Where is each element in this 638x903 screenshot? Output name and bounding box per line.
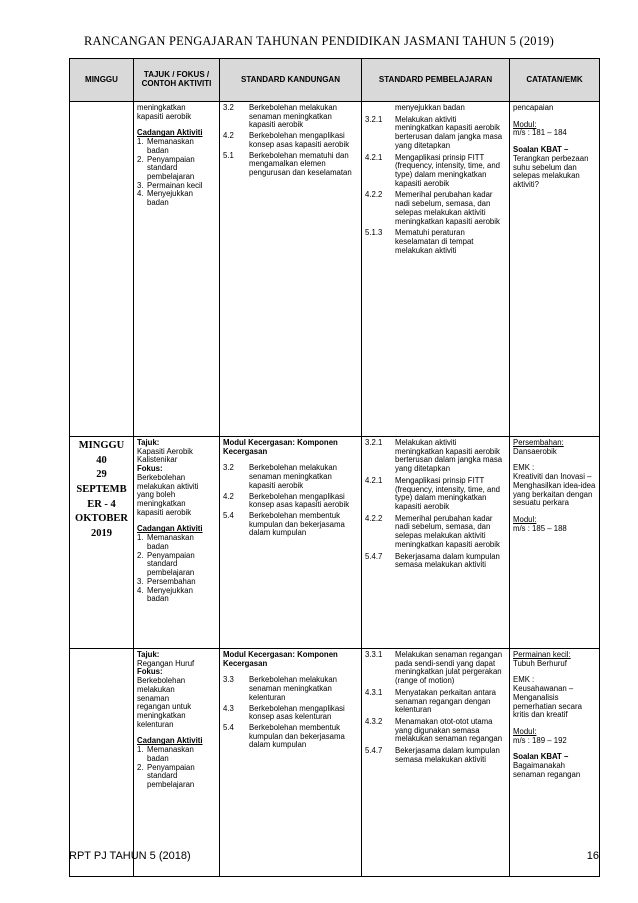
sp-code: 4.2.1 — [365, 152, 383, 162]
catatan-line: Modul: — [513, 119, 537, 129]
tajuk-label: Tajuk: — [137, 438, 160, 447]
catatan-line: Tubuh Berhuruf — [513, 658, 567, 668]
standard-pembelajaran-item — [365, 477, 506, 512]
activity-item — [137, 764, 216, 790]
cadangan-aktiviti-label: Cadangan Aktiviti — [137, 128, 203, 138]
fokus-value: melakukan aktiviti — [137, 481, 199, 491]
minggu-cell — [70, 102, 134, 437]
minggu-line: ER - 4 — [87, 498, 116, 510]
fokus-label: Fokus: — [137, 464, 163, 474]
catatan-line: m/s : 189 – 192 — [513, 735, 567, 745]
activity-number: 1. — [137, 533, 144, 543]
standard-kandungan-item — [223, 512, 358, 538]
standard-pembelajaran-cell — [362, 649, 510, 877]
sk-text: Berkebolehan mengaplikasi konsep asas kapasiti aerobik — [249, 491, 350, 510]
sp-code: 4.3.1 — [365, 687, 383, 697]
standard-kandungan-item — [223, 104, 358, 130]
fokus-value: meningkatkan — [137, 499, 186, 509]
page-number: 16 — [586, 850, 599, 862]
fokus-value: senaman — [137, 693, 170, 703]
minggu-line: SEPTEMB — [76, 484, 127, 496]
cadangan-aktiviti-label: Cadangan Aktiviti — [137, 524, 203, 534]
minggu-line: 29 — [96, 469, 107, 481]
catatan-line: Terangkan perbezaan suhu sebelum dan selepas melakukan aktiviti? — [513, 153, 589, 190]
activity-text: Permainan kecil — [147, 180, 203, 190]
sk-text: Berkebolehan membentuk kumpulan dan bekerjasama dalam kumpulan — [249, 511, 345, 538]
modul-title: Modul Kecergasan: Komponen Kecergasan — [223, 438, 338, 456]
header-minggu: MINGGU — [70, 59, 134, 102]
standard-pembelajaran-item — [365, 515, 506, 550]
sk-code: 5.1 — [223, 150, 234, 160]
header-standard-pembelajaran: STANDARD PEMBELAJARAN — [362, 59, 510, 102]
standard-kandungan-item — [223, 705, 358, 722]
sp-text: Bekerjasama dalam kumpulan semasa melakukan aktiviti — [395, 746, 500, 764]
sp-code: 3.2.1 — [365, 114, 383, 124]
catatan-line: EMK : — [513, 675, 535, 685]
activity-item — [137, 534, 216, 551]
table-header-row — [70, 59, 600, 102]
footer-doc-label: RPT PJ TAHUN 5 (2018) — [69, 850, 191, 862]
page-title: RANCANGAN PENGAJARAN TAHUNAN PENDIDIKAN JASMANI TAHUN 5 (2019) — [83, 34, 554, 48]
sp-text: Mengaplikasi prinsip FITT (frequency, intensity, time, and type) dalam meningkatkan kapasiti aerobik — [395, 152, 501, 188]
activity-item — [137, 552, 216, 578]
activity-number: 3. — [137, 180, 144, 190]
catatan-line: pencapaian — [513, 103, 554, 112]
tajuk-cell — [134, 649, 220, 877]
activity-item — [137, 138, 216, 155]
header-catatan: CATATAN/EMK — [510, 59, 600, 102]
activity-text: Menyejukkan badan — [147, 189, 193, 208]
sp-text: Melakukan aktiviti meningkatkan kapasiti aerobik berterusan dalam jangka masa yang ditetapkan — [395, 114, 503, 150]
cadangan-aktiviti-label: Cadangan Aktiviti — [137, 736, 203, 746]
standard-pembelajaran-item — [365, 104, 506, 113]
sp-text: Bekerjasama dalam kumpulan semasa melakukan aktiviti — [395, 551, 500, 570]
catatan-line: m/s : 185 – 188 — [513, 523, 567, 533]
fokus-value: yang boleh — [137, 490, 176, 500]
standard-kandungan-item — [223, 464, 358, 490]
table-row — [70, 649, 600, 877]
activity-number: 2. — [137, 762, 144, 772]
sp-code: 4.2.2 — [365, 190, 383, 200]
standard-pembelajaran-item — [365, 116, 506, 151]
sk-code: 4.2 — [223, 131, 234, 141]
sk-code: 4.3 — [223, 703, 234, 713]
activity-number: 1. — [137, 745, 144, 755]
sp-text: Melakukan senaman regangan pada sendi-sendi yang dapat meningkatkan julat pergerakan (range of motion) — [395, 650, 503, 686]
standard-pembelajaran-item — [365, 718, 506, 744]
sk-text: Berkebolehan membentuk kumpulan dan bekerjasama dalam kumpulan — [249, 723, 345, 750]
catatan-cell — [510, 102, 600, 437]
activity-list — [137, 534, 216, 604]
catatan-line: Dansaerobik — [513, 446, 557, 456]
activity-list — [137, 138, 216, 208]
standard-kandungan-item — [223, 676, 358, 702]
standard-pembelajaran-cell — [362, 437, 510, 649]
tajuk-lead-line: kapasiti aerobik — [137, 111, 192, 121]
sk-text: Berkebolehan melakukan senaman meningkatkan kelenturan — [249, 675, 337, 702]
standard-pembelajaran-item — [365, 154, 506, 189]
fokus-value: melakukan — [137, 684, 175, 694]
sp-text: Menyatakan perkaitan antara senaman regangan dengan kelenturan — [395, 687, 496, 715]
table-row — [70, 437, 600, 649]
activity-text: Persembahan — [147, 576, 196, 586]
catatan-line: Bagaimanakah senaman regangan — [513, 761, 581, 779]
sk-code: 3.3 — [223, 675, 234, 685]
catatan-line: Modul: — [513, 727, 537, 737]
sk-text: Berkebolehan mengaplikasi konsep asas kapasiti aerobik — [249, 131, 350, 149]
tajuk-lead-line: meningkatkan — [137, 103, 186, 112]
activity-list — [137, 746, 216, 790]
sp-text: Memerihal perubahan kadar nadi sebelum, semasa, dan selepas melakukan aktiviti meningkatkan kapasiti aerobik — [395, 190, 500, 226]
activity-text: Memanaskan badan — [147, 533, 194, 551]
minggu-line: 40 — [96, 454, 107, 466]
sk-text: Berkebolehan melakukan senaman meningkatkan kapasiti aerobik — [249, 463, 337, 490]
fokus-value: kelenturan — [137, 719, 174, 729]
minggu-cell — [70, 649, 134, 877]
tajuk-label: Tajuk: — [137, 650, 160, 659]
activity-number: 4. — [137, 585, 144, 595]
sp-text: Menamakan otot-otot utama yang digunakan semasa melakukan senaman regangan — [395, 717, 503, 744]
activity-number: 1. — [137, 137, 144, 147]
sp-text: Mematuhi peraturan keselamatan di tempat melakukan aktiviti — [395, 228, 474, 255]
tajuk-value: Kapasiti Aerobik — [137, 446, 193, 456]
activity-number: 4. — [137, 189, 144, 199]
minggu-line: MINGGU — [78, 440, 125, 451]
header-standard-kandungan: STANDARD KANDUNGAN — [220, 59, 362, 102]
tajuk-cell — [134, 437, 220, 649]
sk-text: Berkebolehan melakukan senaman meningkatkan kapasiti aerobik — [249, 103, 337, 130]
tajuk-value: Kalistenikar — [137, 455, 178, 465]
activity-text: Penyampaian standard pembelajaran — [147, 762, 195, 790]
catatan-line: Kreativiti dan Inovasi – Menghasilkan idea-idea yang berkaitan dengan sesuatu perkara — [513, 472, 596, 508]
activity-number: 2. — [137, 154, 144, 164]
sp-code: 3.2.1 — [365, 438, 383, 447]
standard-pembelajaran-item — [365, 553, 506, 570]
catatan-cell — [510, 437, 600, 649]
catatan-line: m/s : 181 – 184 — [513, 128, 567, 138]
sk-code: 3.2 — [223, 463, 234, 473]
rpt-table — [69, 58, 600, 877]
sk-code: 5.4 — [223, 723, 234, 733]
sp-code: 3.3.1 — [365, 650, 383, 659]
sp-code: 5.4.7 — [365, 746, 383, 756]
fokus-value: meningkatkan — [137, 711, 186, 721]
sk-text: Berkebolehan mengaplikasi konsep asas kelenturan — [249, 703, 345, 722]
catatan-line: Permainan kecil: — [513, 650, 571, 659]
activity-text: Penyampaian standard pembelajaran — [147, 550, 195, 578]
catatan-line: EMK : — [513, 463, 535, 473]
standard-pembelajaran-item — [365, 689, 506, 715]
sp-code: 5.4.7 — [365, 551, 383, 561]
activity-item — [137, 587, 216, 604]
standard-pembelajaran-item — [365, 191, 506, 226]
sk-text: Berkebolehan mematuhi dan mengamalkan elemen pengurusan dan keselamatan — [249, 150, 352, 178]
sp-code: 4.2.2 — [365, 513, 383, 523]
standard-kandungan-item — [223, 493, 358, 510]
standard-kandungan-cell — [220, 102, 362, 437]
table-row — [70, 102, 600, 437]
sp-code — [365, 104, 395, 113]
activity-item — [137, 190, 216, 207]
activity-text: Memanaskan badan — [147, 745, 194, 763]
activity-text: Penyampaian standard pembelajaran — [147, 154, 195, 182]
minggu-line: 2019 — [91, 528, 112, 540]
standard-pembelajaran-item — [365, 747, 506, 764]
activity-number: 2. — [137, 550, 144, 560]
catatan-line: Soalan KBAT – — [513, 752, 569, 762]
standard-kandungan-item — [223, 152, 358, 178]
sp-text: Mengaplikasi prinsip FITT (frequency, intensity, time, and type) dalam meningkatkan kapasiti aerobik — [395, 475, 501, 512]
standard-kandungan-cell — [220, 437, 362, 649]
tajuk-value: Regangan Huruf — [137, 658, 195, 668]
catatan-line: Soalan KBAT – — [513, 145, 569, 155]
fokus-label: Fokus: — [137, 667, 163, 677]
header-tajuk: TAJUK / FOKUS / CONTOH AKTIVITI — [134, 59, 220, 102]
fokus-value: kapasiti aerobik — [137, 507, 192, 517]
fokus-value: Berkebolehan — [137, 676, 186, 686]
catatan-cell — [510, 649, 600, 877]
page-footer — [69, 850, 599, 862]
catatan-line: Modul: — [513, 515, 537, 525]
sk-code: 5.4 — [223, 511, 234, 521]
standard-kandungan-cell — [220, 649, 362, 877]
standard-pembelajaran-item — [365, 439, 506, 474]
minggu-line: OKTOBER — [75, 513, 128, 525]
activity-text: Memanaskan badan — [147, 137, 194, 155]
fokus-value: regangan untuk — [137, 702, 192, 712]
sk-code: 4.2 — [223, 491, 234, 501]
sp-text: Melakukan aktiviti meningkatkan kapasiti aerobik berterusan dalam jangka masa yang ditetapkan — [395, 438, 503, 474]
minggu-cell — [70, 437, 134, 649]
activity-number: 3. — [137, 576, 144, 586]
catatan-line: Persembahan: — [513, 438, 564, 447]
activity-text: Menyejukkan badan — [147, 585, 193, 604]
standard-pembelajaran-item — [365, 651, 506, 686]
sp-code: 4.2.1 — [365, 475, 383, 485]
standard-kandungan-item — [223, 724, 358, 750]
sp-text: Memerihal perubahan kadar nadi sebelum, semasa, dan selepas melakukan aktiviti meningkatkan kapasiti aerobik — [395, 513, 500, 549]
sk-code: 3.2 — [223, 103, 234, 112]
modul-title: Modul Kecergasan: Komponen Kecergasan — [223, 650, 338, 668]
tajuk-cell — [134, 102, 220, 437]
standard-kandungan-item — [223, 132, 358, 149]
sp-code: 4.3.2 — [365, 717, 383, 727]
activity-item — [137, 746, 216, 763]
standard-pembelajaran-item — [365, 229, 506, 255]
sp-code: 5.1.3 — [365, 228, 383, 238]
catatan-line: Keusahawanan – Menganalisis pemerhatian secara kritis dan kreatif — [513, 684, 582, 720]
activity-item — [137, 156, 216, 182]
fokus-value: Berkebolehan — [137, 472, 186, 482]
standard-pembelajaran-cell — [362, 102, 510, 437]
sp-text: menyejukkan badan — [395, 103, 465, 112]
